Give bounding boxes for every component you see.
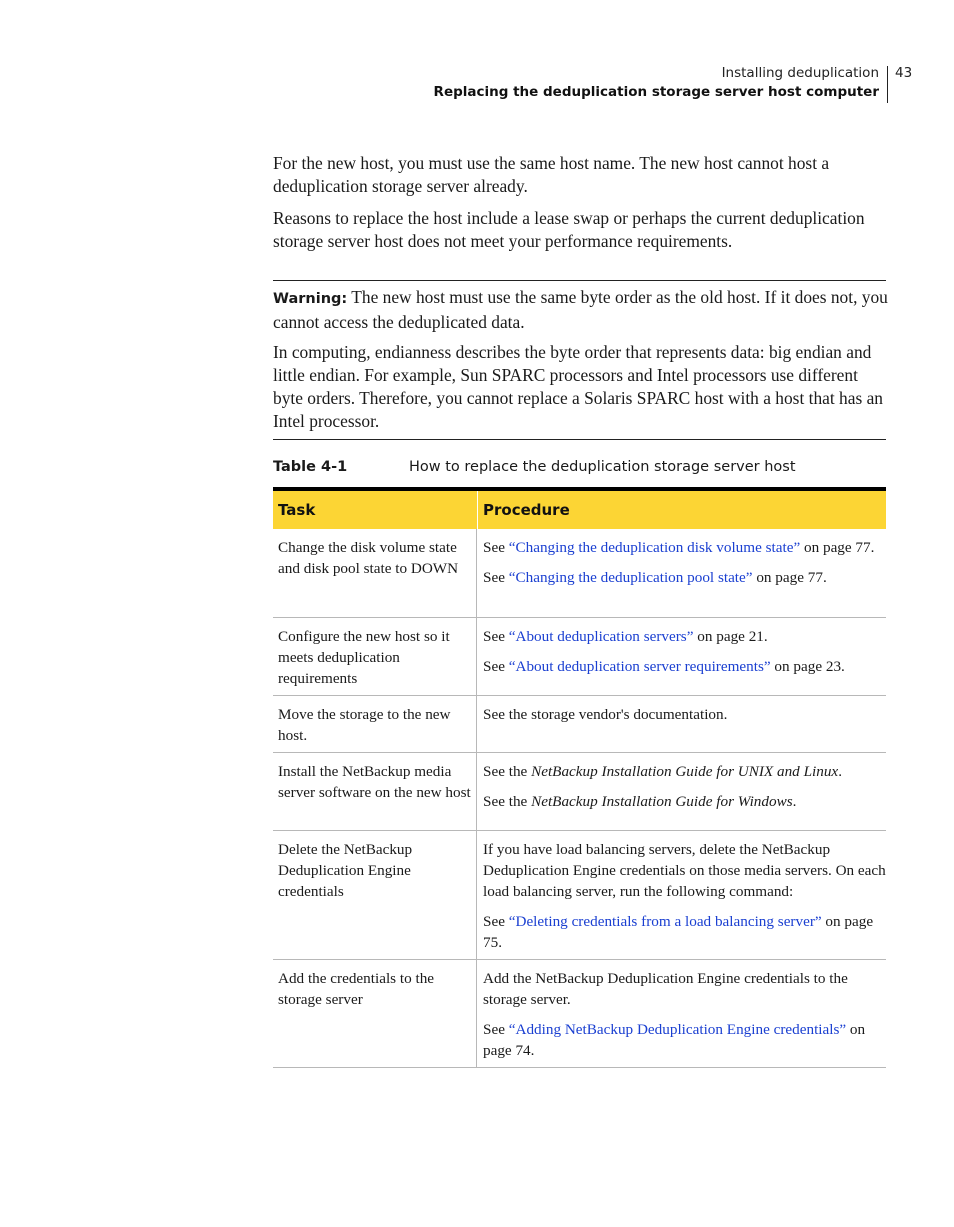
header-chapter: Installing deduplication — [721, 65, 879, 81]
guide-title: NetBackup Installation Guide for Windows — [531, 793, 793, 810]
page-reference: on page 75. — [483, 913, 874, 951]
procedure-line — [483, 1019, 887, 1061]
body-paragraph-1: For the new host, you must use the same host name. The new host cannot host a deduplication storage server already. — [273, 153, 830, 196]
procedure-line: See the storage vendor's documentation. — [483, 706, 728, 723]
body-paragraph-2: Reasons to replace the host include a lease swap or perhaps the current deduplication storage server host does not meet your performance requirements. — [273, 208, 865, 251]
cross-reference-link[interactable]: “About deduplication server requirements” — [508, 658, 771, 675]
page-reference: on page 21. — [693, 628, 768, 645]
procedure-line: If you have load balancing servers, delete the NetBackup Deduplication Engine credentials on those media servers. On each load balancing server, run the following command: — [483, 841, 886, 900]
procedure-line — [483, 791, 887, 812]
procedure-line — [483, 537, 887, 558]
cross-reference-link[interactable]: “About deduplication servers” — [508, 628, 694, 645]
warning-paragraph — [273, 286, 889, 334]
table-row — [273, 618, 886, 696]
page-reference: on page 23. — [770, 658, 845, 675]
task-cell: Change the disk volume state and disk pool state to DOWN — [278, 539, 459, 577]
task-cell: Configure the new host so it meets deduplication requirements — [278, 628, 450, 687]
procedure-line — [483, 567, 887, 588]
see-prefix: See — [483, 1021, 509, 1038]
procedure-cell — [476, 618, 887, 695]
cross-reference-link[interactable]: “Adding NetBackup Deduplication Engine credentials” — [508, 1021, 847, 1038]
table-caption — [273, 459, 886, 479]
procedure-cell — [476, 753, 887, 830]
warning-label: Warning: — [273, 291, 348, 307]
column-header-task: Task — [278, 501, 316, 519]
guide-title: NetBackup Installation Guide for UNIX and Linux — [531, 763, 839, 780]
task-cell: Add the credentials to the storage server — [278, 970, 435, 1008]
see-prefix: See the — [483, 763, 532, 780]
table-header — [273, 487, 886, 529]
see-prefix: See — [483, 569, 509, 586]
procedure-line — [483, 626, 887, 647]
table-row — [273, 960, 886, 1068]
page-reference: on page 77. — [752, 569, 827, 586]
page-reference: on page 74. — [483, 1021, 866, 1059]
procedure-cell — [476, 529, 887, 617]
cross-reference-link[interactable]: “Changing the deduplication disk volume state” — [508, 539, 801, 556]
punctuation: . — [838, 763, 842, 780]
warning-bottom-rule — [273, 439, 886, 440]
warning-top-rule — [273, 280, 886, 281]
column-header-procedure: Procedure — [477, 491, 887, 529]
warning-text: The new host must use the same byte order as the old host. If it does not, you cannot access the deduplicated data. — [273, 287, 888, 332]
procedure-cell — [476, 696, 887, 752]
procedure-line: Add the NetBackup Deduplication Engine credentials to the storage server. — [483, 970, 848, 1008]
table-row — [273, 753, 886, 831]
table-row — [273, 831, 886, 960]
warning-explanation: In computing, endianness describes the byte order that represents data: big endian and little endian. For example, Sun SPARC processors and Intel processors use different byte orders. Therefore, you cannot replace a Solaris SPARC host with a host that has an Intel processor. — [273, 342, 883, 431]
cross-reference-link[interactable]: “Changing the deduplication pool state” — [508, 569, 753, 586]
cross-reference-link[interactable]: “Deleting credentials from a load balancing server” — [508, 913, 822, 930]
page-number: 43 — [895, 65, 913, 81]
header-section: Replacing the deduplication storage server host computer — [433, 84, 879, 100]
procedure-line — [483, 656, 887, 677]
procedure-cell — [476, 960, 887, 1067]
procedure-table — [273, 487, 886, 1068]
punctuation: . — [792, 793, 797, 810]
task-cell: Move the storage to the new host. — [278, 706, 451, 744]
table-caption-number: Table 4-1 — [273, 459, 348, 475]
see-prefix: See — [483, 539, 509, 556]
page-reference: on page 77. — [800, 539, 875, 556]
table-row — [273, 696, 886, 753]
task-cell: Install the NetBackup media server software on the new host — [278, 763, 471, 801]
table-row — [273, 529, 886, 618]
running-header — [420, 64, 879, 102]
see-prefix: See — [483, 913, 509, 930]
task-cell: Delete the NetBackup Deduplication Engine credentials — [278, 841, 413, 900]
procedure-line — [483, 911, 887, 953]
procedure-cell — [476, 831, 887, 959]
see-prefix: See — [483, 658, 509, 675]
header-divider — [887, 66, 888, 103]
procedure-line — [483, 761, 887, 782]
see-prefix: See the — [483, 793, 532, 810]
see-prefix: See — [483, 628, 509, 645]
table-caption-title: How to replace the deduplication storage server host — [409, 459, 796, 475]
